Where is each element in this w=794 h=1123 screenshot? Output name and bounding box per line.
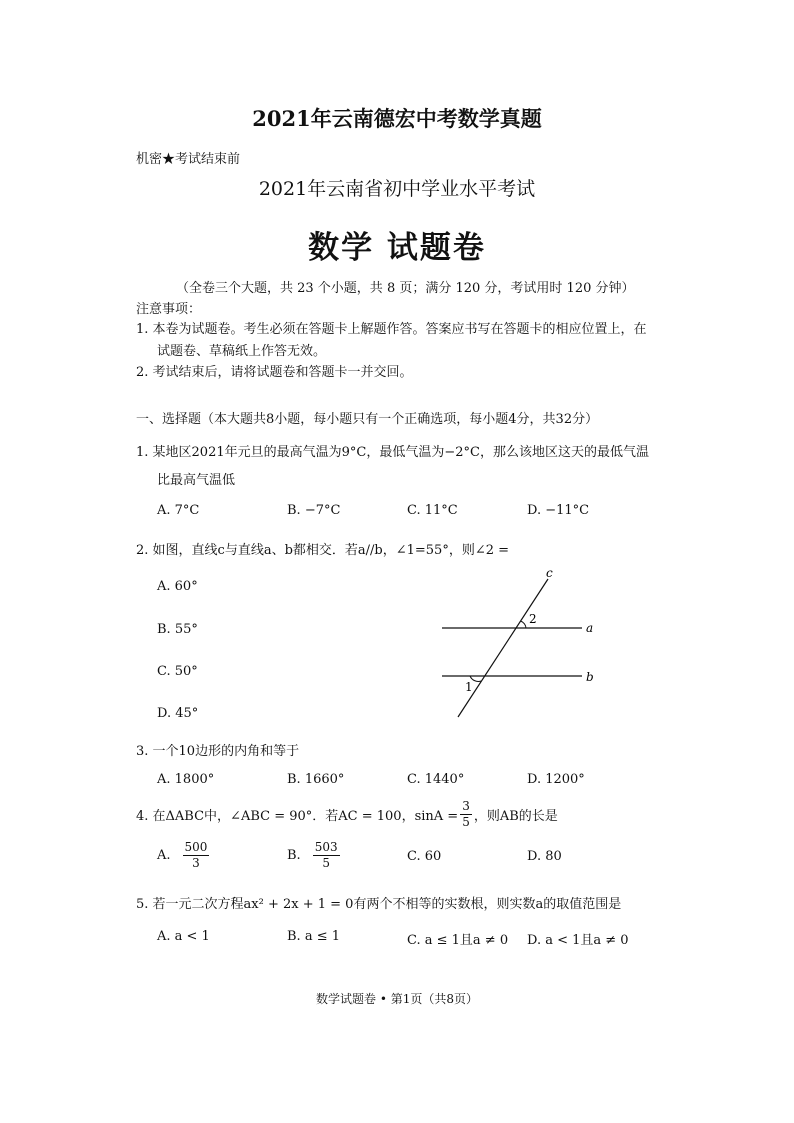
question-2-text: 2. 如图，直线c与直线a、b都相交．若a//b，∠1=55°，则∠2 = xyxy=(136,543,510,558)
question-1-option-a: A. 7°C xyxy=(157,503,200,518)
fraction-denominator: 5 xyxy=(462,815,470,829)
question-5-option-a: A. a < 1 xyxy=(157,929,210,944)
question-4-text xyxy=(136,799,558,830)
exam-subtitle: 2021年云南省初中学业水平考试 xyxy=(258,178,536,200)
label-a: a xyxy=(586,621,594,635)
note-item-1: 1. 本卷为试题卷。考生必须在答题卡上解题作答。答案应书写在答题卡的相应位置上，在 xyxy=(136,322,647,337)
option-b-fraction xyxy=(313,840,340,871)
question-3-text: 3. 一个10边形的内角和等于 xyxy=(136,744,300,759)
fraction-numerator: 3 xyxy=(462,799,470,813)
question-3-option-d: D. 1200° xyxy=(527,772,585,787)
note-item-1-cont: 试题卷、草稿纸上作答无效。 xyxy=(157,344,327,359)
fraction-numerator: 500 xyxy=(184,840,208,854)
confidential-label: 机密★考试结束前 xyxy=(136,152,241,167)
question-5-option-d: D. a < 1且a ≠ 0 xyxy=(527,933,629,948)
question-2-option-b: B. 55° xyxy=(157,622,198,637)
question-4-option-b xyxy=(287,840,342,871)
question-3-option-b: B. 1660° xyxy=(287,772,345,787)
question-1-option-c: C. 11°C xyxy=(407,503,458,518)
question-2-option-a: A. 60° xyxy=(157,579,198,594)
question-4-option-d: D. 80 xyxy=(527,849,562,864)
question-2-option-c: C. 50° xyxy=(157,664,198,679)
question-1-text-cont: 比最高气温低 xyxy=(157,473,236,488)
question-5-option-b: B. a ≤ 1 xyxy=(287,929,340,944)
option-label: B. xyxy=(287,848,301,863)
line-c xyxy=(458,579,548,717)
notes-heading: 注意事项： xyxy=(136,302,202,317)
label-b: b xyxy=(586,670,594,684)
question-1-text: 1. 某地区2021年元旦的最高气温为9°C，最低气温为−2°C，那么该地区这天的最低气温 xyxy=(136,445,649,460)
exam-info: （全卷三个大题，共 23 个小题，共 8 页；满分 120 分，考试用时 120 分钟） xyxy=(176,281,635,296)
angle-2-arc xyxy=(521,621,527,628)
option-label: A. xyxy=(157,848,171,863)
question-2-option-d: D. 45° xyxy=(157,706,199,721)
label-angle-1: 1 xyxy=(465,680,473,694)
fraction-denominator: 5 xyxy=(322,856,330,870)
question-1-option-d: D. −11°C xyxy=(527,503,590,518)
paper-title: 数学 试题卷 xyxy=(308,230,486,266)
main-title: 2021年云南德宏中考数学真题 xyxy=(252,106,542,131)
question-3-option-c: C. 1440° xyxy=(407,772,465,787)
question-3-option-a: A. 1800° xyxy=(157,772,215,787)
question-5-text: 5. 若一元二次方程ax² + 2x + 1 = 0有两个不相等的实数根，则实数a的取值范围是 xyxy=(136,897,622,912)
question-4-option-a xyxy=(157,840,211,871)
fraction-numerator: 503 xyxy=(314,840,338,854)
question-4-suffix: ，则AB的长是 xyxy=(473,809,558,824)
question-4-option-c: C. 60 xyxy=(407,849,442,864)
option-a-fraction xyxy=(183,840,210,871)
fraction-denominator: 3 xyxy=(192,856,200,870)
label-c: c xyxy=(546,566,553,580)
note-item-2: 2. 考试结束后，请将试题卷和答题卡一并交回。 xyxy=(136,365,413,380)
parallel-lines-figure xyxy=(432,565,602,720)
label-angle-2: 2 xyxy=(529,612,537,626)
section-heading: 一、选择题（本大题共8小题，每小题只有一个正确选项，每小题4分，共32分） xyxy=(136,412,599,427)
question-1-option-b: B. −7°C xyxy=(287,503,341,518)
page-footer: 数学试题卷 • 第1页（共8页） xyxy=(316,992,478,1006)
question-4-prefix: 4. 在ΔABC中，∠ABC = 90°．若AC = 100，sinA = xyxy=(136,809,459,824)
fraction-sin-a xyxy=(460,799,472,830)
question-5-option-c: C. a ≤ 1且a ≠ 0 xyxy=(407,933,509,948)
